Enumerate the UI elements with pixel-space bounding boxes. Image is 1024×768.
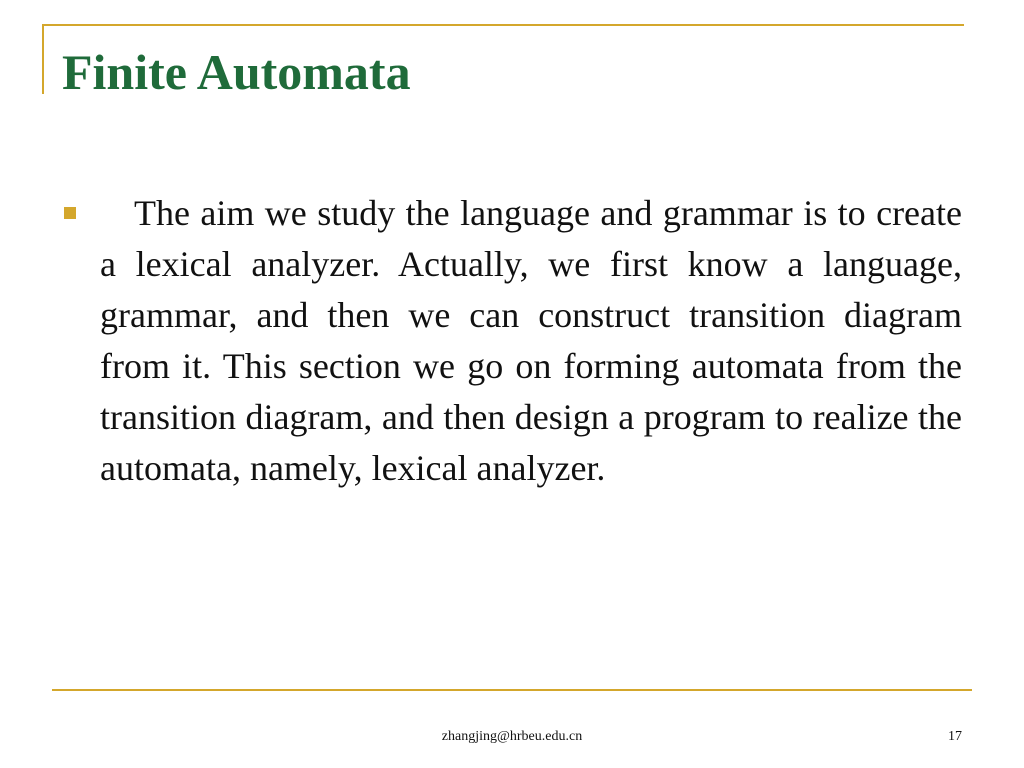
footer-email: zhangjing@hrbeu.edu.cn bbox=[441, 729, 583, 744]
top-accent-rule bbox=[42, 24, 964, 26]
square-bullet-icon bbox=[64, 207, 76, 219]
left-accent-rule bbox=[42, 24, 44, 94]
bullet-paragraph: The aim we study the language and grammar is to create a lexical analyzer. Actually, we first know a language, grammar, and then we can construct transition diagram from it. This section we go on forming automata from the transition diagram, and then design a program to realize the automata, namely, lexical analyzer. bbox=[100, 193, 962, 488]
page-number: 17 bbox=[948, 729, 962, 744]
footer-divider bbox=[52, 689, 972, 691]
slide-title: Finite Automata bbox=[62, 44, 411, 100]
